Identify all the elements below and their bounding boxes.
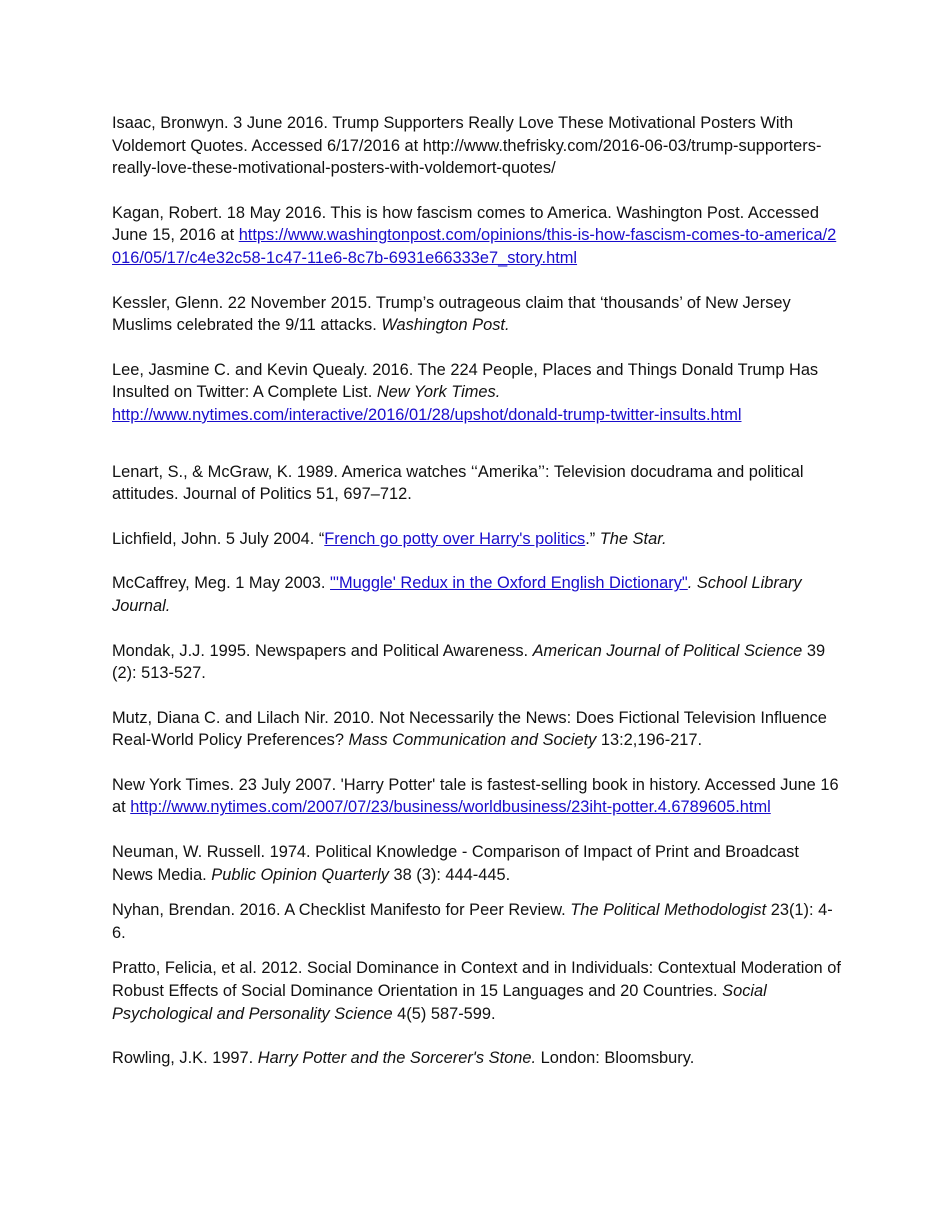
- reference-text: Lee, Jasmine C. and Kevin Quealy. 2016. The 224 People, Places and Things Donald Trump Has Insulted on Twitter: A Complete List.: [112, 360, 819, 402]
- reference-text: Mondak, J.J. 1995. Newspapers and Political Awareness.: [112, 641, 533, 660]
- reference-text: 13:2,196-217.: [596, 731, 703, 750]
- reference-journal: Social Psychological and Personality Science: [112, 982, 767, 1023]
- reference-text: Mutz, Diana C. and Lilach Nir. 2010. Not Necessarily the News: Does Fictional Television Influence Real-World Policy Preferences?: [112, 708, 827, 750]
- reference-lee: [112, 359, 842, 427]
- reference-text: Kessler, Glenn. 22 November 2015. Trump’s outrageous claim that ‘thousands’ of New Jersey Muslims celebrated the 9/11 attacks.: [112, 293, 791, 335]
- reference-isaac: [112, 112, 842, 180]
- reference-text: Isaac, Bronwyn. 3 June 2016. Trump Supporters Really Love These Motivational Posters With Voldemort Quotes. Accessed 6/17/2016 at http://www.thefrisky.com/2016-06-03/trump-supporters-really-love-these-motivational-posters-with-voldemort-quotes/: [112, 114, 822, 178]
- reference-text: Neuman, W. Russell. 1974. Political Knowledge - Comparison of Impact of Print and Broadcast News Media.: [112, 843, 799, 884]
- reference-rowling: [112, 1047, 842, 1070]
- reference-text: Kagan, Robert. 18 May 2016. This is how fascism comes to America. Washington Post. Accessed June 15, 2016 at: [112, 203, 819, 245]
- reference-text: 39 (2): 513-527.: [112, 641, 826, 683]
- lee-nytimes-link[interactable]: http://www.nytimes.com/interactive/2016/01/28/upshot/donald-trump-twitter-insults.html: [112, 405, 742, 424]
- reference-text: New York Times. 23 July 2007. 'Harry Potter' tale is fastest-selling book in history. Accessed June 16 at: [112, 775, 839, 817]
- reference-text: Lenart, S., & McGraw, K. 1989. America watches ‘‘Amerika’’: Television docudrama and political attitudes. Journal of Politics 51, 697–712.: [112, 462, 804, 504]
- reference-lenart: [112, 461, 842, 506]
- reference-journal: The Political Methodologist: [570, 901, 767, 920]
- reference-text: Lichfield, John. 5 July 2004. “: [112, 529, 325, 548]
- reference-text: London: Bloomsbury.: [536, 1049, 695, 1068]
- reference-mutz: [112, 707, 842, 752]
- reference-journal: Harry Potter and the Sorcerer's Stone.: [257, 1049, 537, 1068]
- reference-kagan: [112, 202, 842, 270]
- reference-list: [112, 112, 842, 1070]
- reference-journal: New York Times.: [376, 383, 501, 402]
- reference-nyt: [112, 774, 842, 819]
- reference-text: 4(5) 587-599.: [392, 1004, 496, 1023]
- mccaffrey-article-link[interactable]: "'Muggle' Redux in the Oxford English Dictionary": [330, 574, 688, 593]
- reference-mccaffrey: [112, 572, 842, 617]
- reference-journal: The Star.: [599, 529, 667, 548]
- reference-journal: American Journal of Political Science: [532, 641, 803, 660]
- reference-text: 38 (3): 444-445.: [388, 865, 511, 884]
- reference-text: 23(1): 4-6.: [112, 901, 833, 942]
- reference-text: Nyhan, Brendan. 2016. A Checklist Manifesto for Peer Review.: [112, 901, 571, 920]
- reference-mondak: [112, 640, 842, 685]
- reference-text: McCaffrey, Meg. 1 May 2003.: [112, 574, 331, 593]
- reference-journal: Washington Post.: [381, 316, 510, 335]
- reference-pratto: [112, 957, 842, 1025]
- reference-text: Pratto, Felicia, et al. 2012. Social Dominance in Context and in Individuals: Contextual Moderation of Robust Effects of Social Dominance Orientation in 15 Languages and 20 Countries.: [112, 959, 841, 1001]
- reference-kessler: [112, 292, 842, 337]
- reference-journal: Public Opinion Quarterly: [211, 865, 389, 884]
- reference-journal: . School Library Journal.: [112, 574, 802, 615]
- reference-text: Rowling, J.K. 1997.: [112, 1049, 258, 1068]
- kagan-washington-post-link[interactable]: https://www.washingtonpost.com/opinions/this-is-how-fascism-comes-to-america/2016/05/17/c4e32c58-1c47-11e6-8c7b-6931e66333e7_story.html: [112, 226, 837, 267]
- reference-text: .”: [585, 529, 600, 548]
- reference-neuman: [112, 841, 842, 886]
- reference-journal: Mass Communication and Society: [348, 731, 597, 750]
- lichfield-article-link[interactable]: French go potty over Harry's politics: [324, 529, 586, 548]
- nyt-article-link[interactable]: http://www.nytimes.com/2007/07/23/business/worldbusiness/23iht-potter.4.6789605.html: [130, 798, 771, 817]
- reference-nyhan: [112, 899, 842, 944]
- reference-lichfield: [112, 528, 842, 551]
